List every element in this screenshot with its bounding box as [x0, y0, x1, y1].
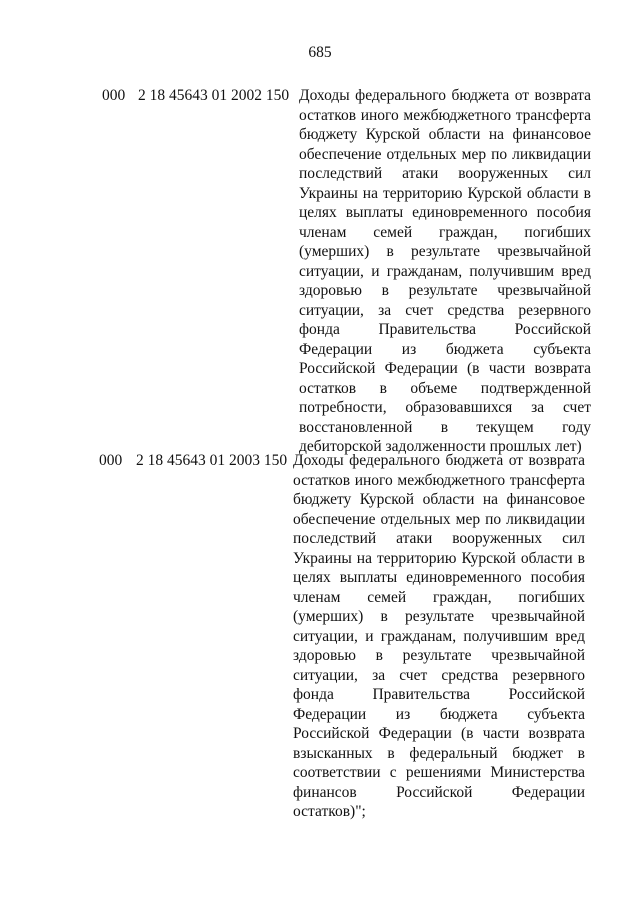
- administrator-code: 000: [102, 87, 126, 104]
- budget-classification-code: 2 18 45643 01 2003 150: [136, 452, 288, 469]
- income-description: Доходы федерального бюджета от возврата остатков иного межбюджетного трансферта бюджету Курской области на финансовое обеспечение отдельных мер по ликвидации последствий атаки вооруженных сил Украины на территорию Курской области в целях выплаты единовременного пособия членам семей граждан, погибших (умерших) в результате чрезвычайной ситуации, и гражданам, получившим вред здоровью в результате чрезвычайной ситуации, за счет средства резервного фонда Правительства Российской Федерации из бюджета субъекта Российской Федерации (в части возврата остатков в объеме подтвержденной потребности, образовавшихся за счет восстановленной в текущем году дебиторской задолженности прошлых лет): [299, 87, 591, 455]
- budget-classification-code: 2 18 45643 01 2002 150: [138, 87, 290, 104]
- administrator-code: 000: [99, 452, 123, 469]
- income-description: Доходы федерального бюджета от возврата остатков иного межбюджетного трансферта бюджету Курской области на финансовое обеспечение отдельных мер по ликвидации последствий атаки вооруженных сил Украины на территорию Курской области в целях выплаты единовременного пособия членам семей граждан, погибших (умерших) в результате чрезвычайной ситуации, и гражданам, получившим вред здоровью в результате чрезвычайной ситуации, за счет средства резервного фонда Правительства Российской Федерации из бюджета субъекта Российской Федерации (в части возврата взысканных в федеральный бюджет в соответствии с решениями Министерства финансов Российской Федерации остатков)";: [293, 452, 585, 820]
- page-number: 685: [308, 44, 332, 61]
